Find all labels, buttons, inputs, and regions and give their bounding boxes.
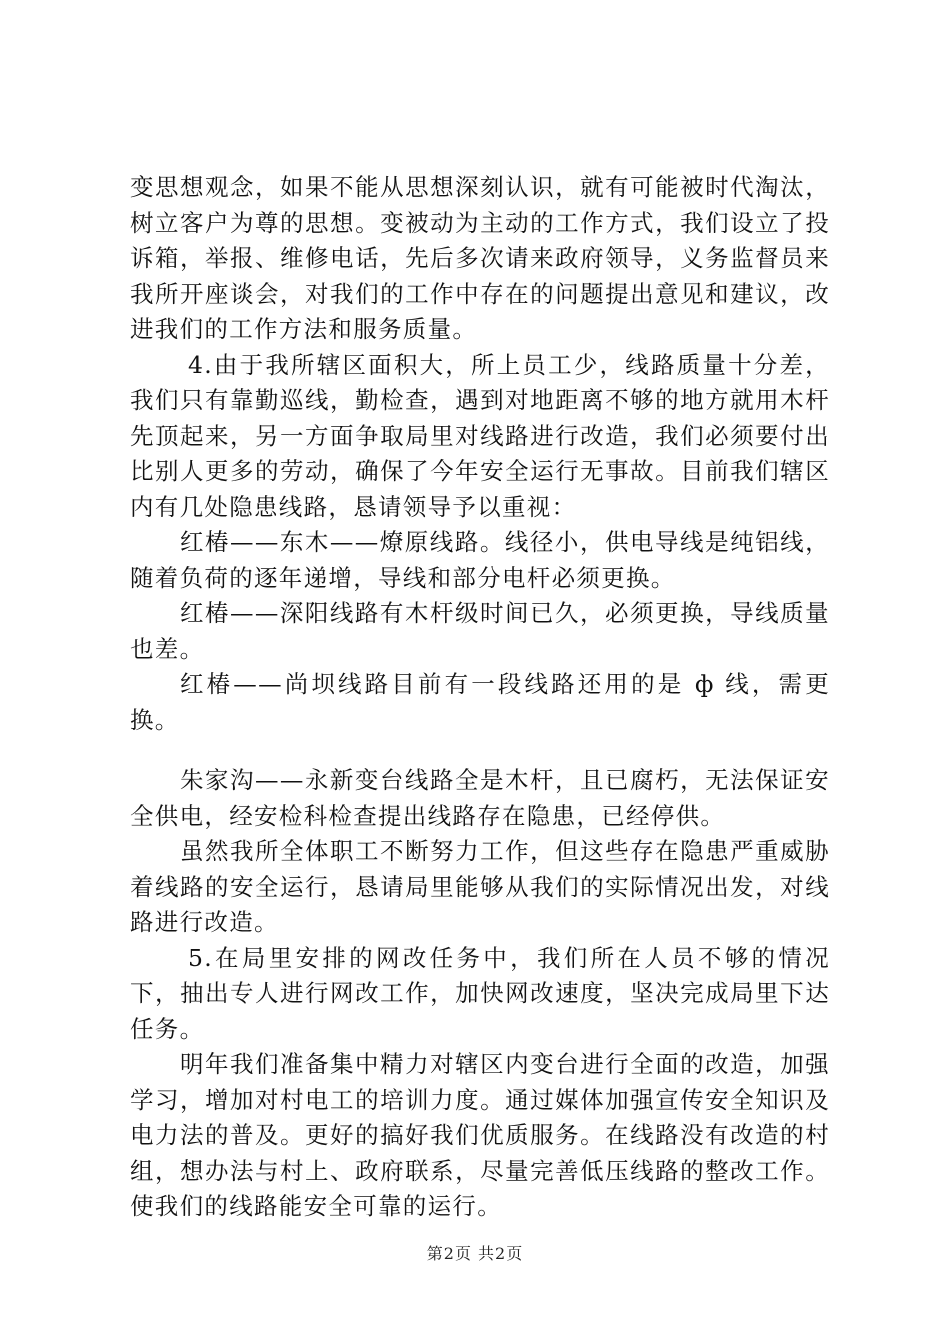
paragraph-line-zhujiagou: 朱家沟——永新变台线路全是木杆，且已腐朽，无法保证安全供电，经安检科检查提出线路存在隐患，已经停供。 <box>130 766 830 830</box>
paragraph-line-dongmu: 红椿——东木——燎原线路。线径小，供电导线是纯铝线，随着负荷的逐年递增，导线和部分电杆必须更换。 <box>130 528 830 592</box>
paragraph-item-4: 4.由于我所辖区面积大，所上员工少，线路质量十分差，我们只有靠勤巡线，勤检查，遇到对地距离不够的地方就用木杆先顶起来，另一方面争取局里对线路进行改造，我们必须要付出比别人更多的劳动，确保了今年安全运行无事故。目前我们辖区内有几处隐患线路，恳请领导予以重视： <box>130 350 830 521</box>
paragraph-line-shangba: 红椿——尚坝线路目前有一段线路还用的是 ф 线，需更换。 <box>130 670 830 734</box>
document-body <box>130 170 830 1225</box>
paragraph-next-year: 明年我们准备集中精力对辖区内变台进行全面的改造，加强学习，增加对村电工的培训力度。通过媒体加强宣传安全知识及电力法的普及。更好的搞好我们优质服务。在线路没有改造的村组，想办法与村上、政府联系，尽量完善低压线路的整改工作。使我们的线路能安全可靠的运行。 <box>130 1050 830 1220</box>
paragraph-continuation: 变思想观念，如果不能从思想深刻认识，就有可能被时代淘汰，树立客户为尊的思想。变被动为主动的工作方式，我们设立了投诉箱，举报、维修电话，先后多次请来政府领导，义务监督员来我所开座谈会，对我们的工作中存在的问题提出意见和建议，改进我们的工作方法和服务质量。 <box>130 173 830 343</box>
paragraph-item-5: 5.在局里安排的网改任务中，我们所在人员不够的情况下，抽出专人进行网改工作，加快网改速度，坚决完成局里下达任务。 <box>130 943 830 1043</box>
page-footer: 第2页 共2页 <box>426 1244 524 1263</box>
paragraph-request: 虽然我所全体职工不断努力工作，但这些存在隐患严重威胁着线路的安全运行，恳请局里能够从我们的实际情况出发，对线路进行改造。 <box>130 837 830 936</box>
paragraph-line-shenyang: 红椿——深阳线路有木杆级时间已久，必须更换，导线质量也差。 <box>130 599 830 663</box>
